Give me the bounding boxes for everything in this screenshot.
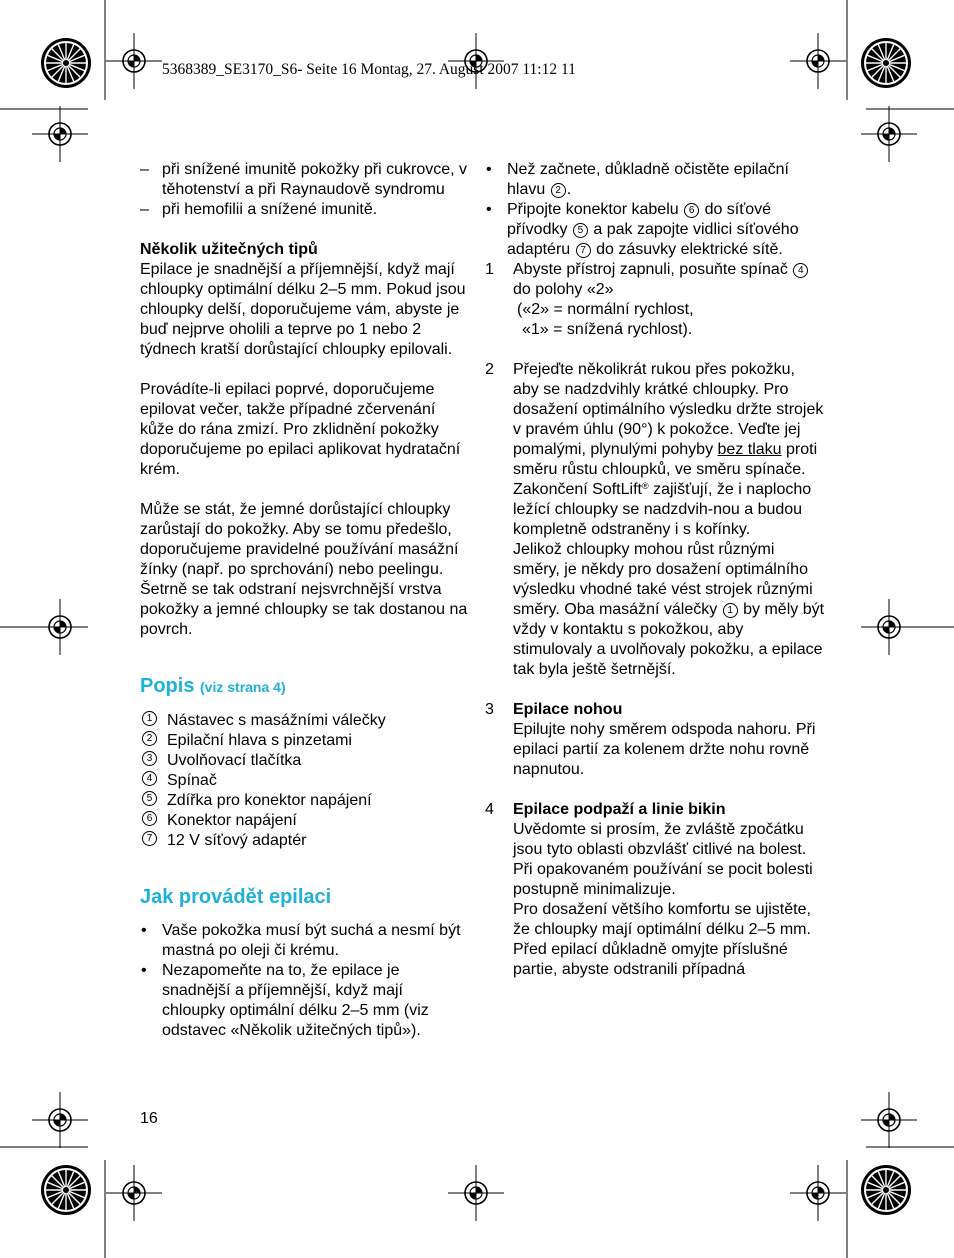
left-column	[140, 160, 470, 1041]
text-run: .	[566, 181, 572, 198]
list-item	[140, 160, 470, 200]
text-run: do polohy «2»	[513, 281, 614, 298]
tips-paragraph: Provádíte-li epilaci poprvé, doporučujeme epilovat večer, takže případné zčervenání kůže do rána zmizí. Pro zklidnění pokožky doporučujeme po epilaci aplikovat hydratační krém.	[140, 381, 461, 478]
circled-number: 7	[142, 831, 157, 846]
parts-list-item	[140, 751, 470, 771]
circled-number: 5	[142, 791, 157, 806]
section-title-popis	[140, 674, 470, 699]
part-label: Konektor napájení	[167, 812, 297, 829]
list-item-text: při snížené imunitě pokožky při cukrovce, v těhotenství a při Raynaudově syndromu	[162, 161, 468, 198]
step-number: 2	[485, 361, 494, 378]
text-run: Zakončení SoftLift	[513, 481, 642, 498]
bullet-marker: •	[486, 161, 492, 178]
step-text: Uvědomte si prosím, že zvláště zpočátku jsou tyto oblasti obzvlášť citlivé na bolest. Při opakovaném používání se pocit bolesti postupně minimalizuje.	[513, 821, 813, 898]
step-number: 4	[485, 801, 494, 818]
parts-list-item	[140, 731, 470, 751]
circled-number: 1	[142, 711, 157, 726]
parts-list-item	[140, 811, 470, 831]
bullet-marker: •	[486, 201, 492, 218]
circled-number: 2	[551, 183, 566, 198]
parts-list-item	[140, 791, 470, 811]
step-number: 3	[485, 701, 494, 718]
registered-mark: ®	[641, 481, 649, 491]
circled-number: 6	[142, 811, 157, 826]
right-column	[485, 160, 825, 980]
list-item	[485, 160, 825, 200]
step-text: Pro dosažení většího komfortu se ujistěte, že chloupky mají optimální délku 2–5 mm.	[513, 901, 811, 938]
circled-number: 4	[793, 263, 808, 278]
text-run: Abyste přístroj zapnuli, posuňte spínač	[513, 261, 788, 278]
part-label: Nástavec s masážními válečky	[167, 712, 386, 729]
step-2	[485, 360, 825, 680]
tips-heading: Několik užitečných tipů	[140, 241, 318, 258]
section-title-text: Popis	[140, 675, 195, 697]
list-item-text: při hemofilii a snížené imunitě.	[162, 201, 378, 218]
circled-number: 6	[684, 203, 699, 218]
tips-paragraph: Epilace je snadnější a příjemnější, když mají chloupky optimální délku 2–5 mm. Pokud jsou chloupky delší, doporučujeme vám, abyste je buď nejprve oholili a teprve po 1 nebo 2 týdnech kratší dorůstající chloupky epilovali.	[140, 261, 466, 358]
parts-list-item	[140, 831, 470, 851]
step-number: 1	[485, 261, 494, 278]
text-run: zajišťují, že i naplocho ležící chloupky se nadzdvih-nou a budou kompletně odstraněny i s kořínky.	[513, 481, 812, 538]
part-label: Spínač	[167, 772, 217, 789]
dash-marker: –	[140, 201, 149, 218]
text-run: proti směru růstu chloupků, ve směru spínače.	[513, 441, 818, 478]
circled-number: 3	[142, 751, 157, 766]
part-label: Uvolňovací tlačítka	[167, 752, 302, 769]
step-4	[485, 800, 825, 980]
text-run: by měly být vždy v kontaktu s pokožkou, aby stimulovaly a uvolňovaly pokožku, a epilace tak byla ještě šetrnější.	[513, 601, 825, 678]
list-item	[140, 921, 470, 961]
circled-number: 7	[576, 243, 591, 258]
parts-list-item	[140, 711, 470, 731]
step-text: Epilujte nohy směrem odspoda nahoru. Při epilaci partií za kolenem držte nohu rovně napnutou.	[513, 721, 816, 778]
text-run: do zásuvky elektrické sítě.	[596, 241, 783, 258]
list-item	[140, 200, 470, 220]
step-heading: Epilace podpaží a linie bikin	[513, 801, 726, 818]
text-run: Přejeďte několikrát rukou přes pokožku, aby se nadzdvihly krátké chloupky. Pro dosažení optimálního výsledku držte strojek v pravém úhlu (90°) k pokožce. Veďte jej pomalými, plynulými pohyby	[513, 361, 824, 458]
text-run: Připojte konektor kabelu	[507, 201, 679, 218]
list-item	[140, 961, 470, 1041]
circled-number: 2	[142, 731, 157, 746]
step-heading: Epilace nohou	[513, 701, 623, 718]
part-label: 12 V síťový adaptér	[167, 832, 307, 849]
circled-number: 4	[142, 771, 157, 786]
section-title-sub: (viz strana 4)	[200, 679, 286, 695]
circled-number: 5	[573, 223, 588, 238]
part-label: Zdířka pro konektor napájení	[167, 792, 372, 809]
part-label: Epilační hlava s pinzetami	[167, 732, 352, 749]
speed-note: («2» = normální rychlost,	[517, 301, 694, 318]
list-item-text: Vaše pokožka musí být suchá a nesmí být mastná po oleji či krému.	[162, 922, 461, 959]
text-run: a pak zapojte vidlici síťového adaptéru	[507, 221, 799, 258]
circled-number: 1	[723, 603, 738, 618]
list-item	[485, 200, 825, 260]
parts-list-item	[140, 771, 470, 791]
section-title-jak: Jak provádět epilaci	[140, 886, 332, 908]
list-item-text: Nezapomeňte na to, že epilace je snadnější a příjemnější, když mají chloupky optimální délku 2–5 mm (viz odstavec «Několik užitečných tipů»).	[162, 962, 429, 1039]
print-slug: 5368389_SE3170_S6- Seite 16 Montag, 27. August 2007 11:12 11	[162, 61, 576, 78]
text-run: Jelikož chloupky mohou růst různými směry, je někdy pro dosažení optimálního výsledku vhodné také vést strojek různými směry. Oba masážní válečky	[513, 541, 813, 618]
tips-paragraph: Může se stát, že jemné dorůstající chloupky zarůstají do pokožky. Aby se tomu předešlo, doporučujeme pravidelné používání masážní žínky (např. po sprchování) nebo peelingu. Šetrně se tak odstraní nejsvrchnější vrstva pokožky a jemné chloupky se tak dostanou na povrch.	[140, 501, 468, 638]
underlined-text: bez tlaku	[717, 441, 782, 458]
dash-marker: –	[140, 161, 149, 178]
step-3	[485, 700, 825, 780]
text-run: Než začnete, důkladně očistěte epilační hlavu	[507, 161, 789, 198]
text-run: do síťové přívodky	[507, 201, 772, 238]
step-text: Před epilací důkladně omyjte příslušné partie, abyste odstranili případná	[513, 941, 788, 978]
page-number: 16	[140, 1110, 158, 1127]
bullet-marker: •	[141, 962, 147, 979]
step-1	[485, 260, 825, 340]
speed-note: «1» = snížená rychlost).	[522, 321, 693, 338]
bullet-marker: •	[141, 922, 147, 939]
